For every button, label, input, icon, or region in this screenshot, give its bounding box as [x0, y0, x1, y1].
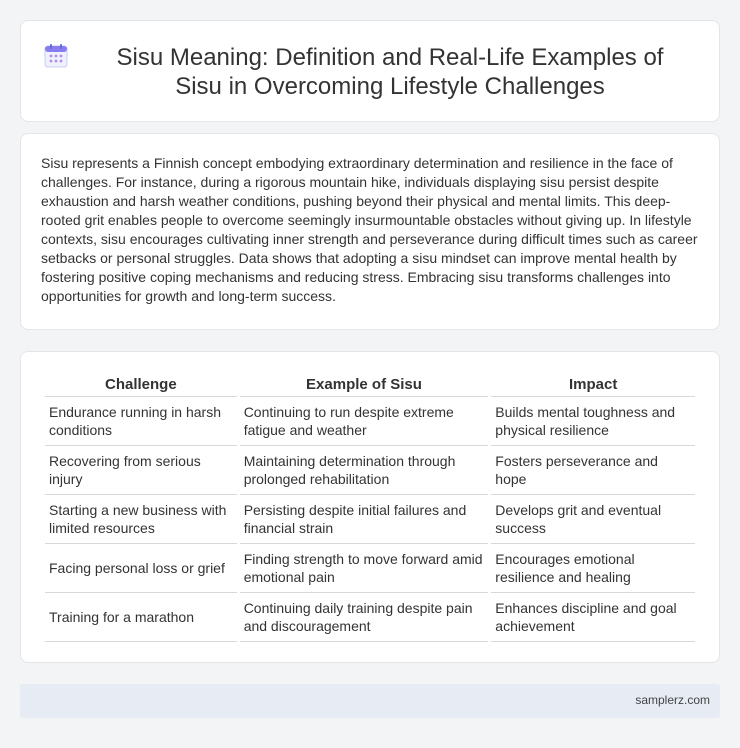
sisu-table	[42, 373, 698, 642]
header-impact: Impact	[491, 373, 695, 397]
cell-challenge: Training for a marathon	[45, 593, 237, 642]
intro-paragraph: Sisu represents a Finnish concept embodying extraordinary determination and resilience in the face of challenges. For instance, during a rigorous mountain hike, individuals displaying sisu persist despite exhaustion and harsh weather conditions, pushing beyond their physical and mental limits. This deep-rooted grit enables people to overcome seemingly insurmountable obstacles without giving up. In lifestyle contexts, sisu encourages cultivating inner strength and perseverance during difficult times such as career setbacks or personal struggles. Data shows that adopting a sisu mindset can improve mental health by fostering positive coping mechanisms and reducing stress. Embracing sisu transforms challenges into opportunities for growth and long-term success.	[41, 155, 698, 304]
cell-impact: Builds mental toughness and physical resilience	[491, 397, 695, 446]
cell-example: Continuing daily training despite pain and discouragement	[240, 593, 489, 642]
cell-challenge: Facing personal loss or grief	[45, 544, 237, 593]
cell-example: Persisting despite initial failures and financial strain	[240, 495, 489, 544]
intro-card	[20, 133, 720, 330]
table-row	[45, 446, 695, 495]
cell-example: Continuing to run despite extreme fatigue and weather	[240, 397, 489, 446]
cell-impact: Develops grit and eventual success	[491, 495, 695, 544]
table-row	[45, 397, 695, 446]
cell-challenge: Endurance running in harsh conditions	[45, 397, 237, 446]
cell-example: Finding strength to move forward amid emotional pain	[240, 544, 489, 593]
footer-bar	[20, 684, 720, 718]
footer-site-link[interactable]: samplerz.com	[635, 693, 710, 707]
table-row	[45, 495, 695, 544]
table-row	[45, 593, 695, 642]
cell-example: Maintaining determination through prolonged rehabilitation	[240, 446, 489, 495]
cell-impact: Encourages emotional resilience and healing	[491, 544, 695, 593]
title-card	[20, 20, 720, 122]
cell-impact: Fosters perseverance and hope	[491, 446, 695, 495]
header-challenge: Challenge	[45, 373, 237, 397]
page-title: Sisu Meaning: Definition and Real-Life Examples of Sisu in Overcoming Lifestyle Challenges	[116, 44, 664, 100]
table-header-row	[45, 373, 695, 397]
header-example: Example of Sisu	[240, 373, 489, 397]
cell-impact: Enhances discipline and goal achievement	[491, 593, 695, 642]
table-card	[20, 351, 720, 663]
table-row	[45, 544, 695, 593]
cell-challenge: Recovering from serious injury	[45, 446, 237, 495]
cell-challenge: Starting a new business with limited resources	[45, 495, 237, 544]
